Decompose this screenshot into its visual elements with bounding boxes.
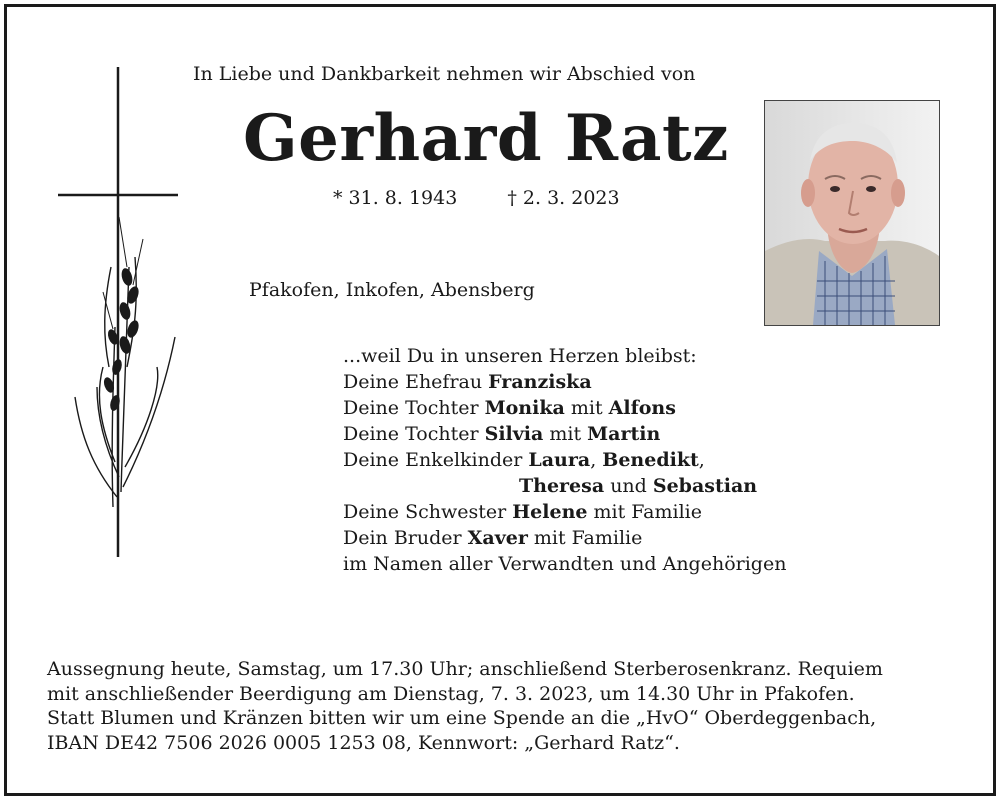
mourner-name: Monika bbox=[484, 397, 565, 419]
mourner-name: Laura bbox=[528, 449, 591, 471]
mourner-text: Deine Tochter bbox=[343, 397, 485, 419]
mourner-name: Martin bbox=[587, 423, 661, 445]
mourner-name: Franziska bbox=[488, 371, 592, 393]
mourner-line bbox=[343, 369, 786, 395]
mourner-text: , bbox=[698, 449, 705, 471]
mourner-name: Helene bbox=[512, 501, 588, 523]
portrait-photo bbox=[764, 100, 940, 326]
mourner-name: Alfons bbox=[608, 397, 676, 419]
funeral-details-line: Statt Blumen und Kränzen bitten wir um eine Spende an die „HvO“ Oberdeggenbach, bbox=[47, 707, 877, 729]
mourner-text: Deine Enkelkinder bbox=[343, 449, 529, 471]
mourner-text: Dein Bruder bbox=[343, 527, 468, 549]
mourner-line bbox=[343, 447, 786, 473]
mourner-text: mit bbox=[543, 423, 588, 445]
birth-date: * 31. 8. 1943 bbox=[333, 187, 458, 209]
mourner-line bbox=[343, 473, 786, 499]
funeral-details-line: IBAN DE42 7506 2026 0005 1253 08, Kennwort: „Gerhard Ratz“. bbox=[47, 731, 680, 754]
mourner-name: Sebastian bbox=[652, 475, 758, 497]
funeral-details bbox=[47, 657, 967, 755]
mourner-name: Xaver bbox=[467, 527, 528, 549]
mourner-text: Deine Ehefrau bbox=[343, 371, 489, 393]
mourner-text: mit bbox=[564, 397, 609, 419]
mourner-line bbox=[343, 421, 786, 447]
funeral-details-line: mit anschließender Beerdigung am Dienstag, 7. 3. 2023, um 14.30 Uhr in Pfakofen. bbox=[47, 682, 855, 705]
obituary-notice bbox=[4, 4, 996, 796]
mourner-text: Deine Schwester bbox=[343, 501, 513, 523]
cross-with-wheat-icon bbox=[53, 67, 183, 557]
funeral-details-line: Aussegnung heute, Samstag, um 17.30 Uhr; anschließend Sterberosenkranz. Requiem bbox=[47, 658, 883, 680]
mourner-text: und bbox=[604, 475, 653, 497]
deceased-name: Gerhard Ratz bbox=[243, 101, 729, 176]
mourner-line bbox=[343, 395, 786, 421]
life-dates bbox=[333, 187, 620, 209]
mourner-text: Deine Tochter bbox=[343, 423, 485, 445]
intro-text: In Liebe und Dankbarkeit nehmen wir Abschied von bbox=[193, 63, 696, 85]
mourner-text: mit Familie bbox=[587, 501, 703, 523]
death-date: † 2. 3. 2023 bbox=[507, 187, 620, 209]
motto-line: ...weil Du in unseren Herzen bleibst: bbox=[343, 345, 697, 367]
mourner-text: im Namen aller Verwandten und Angehörigen bbox=[343, 553, 787, 575]
mourner-line bbox=[343, 499, 786, 525]
mourner-line bbox=[343, 525, 786, 551]
mourners-list bbox=[343, 343, 786, 577]
mourner-line bbox=[343, 551, 786, 577]
mourner-name: Theresa bbox=[519, 475, 605, 497]
mourner-text: , bbox=[590, 449, 603, 471]
places-line: Pfakofen, Inkofen, Abensberg bbox=[249, 279, 535, 301]
mourner-name: Benedikt bbox=[602, 449, 699, 471]
mourner-text: mit Familie bbox=[527, 527, 643, 549]
mourner-name: Silvia bbox=[484, 423, 544, 445]
